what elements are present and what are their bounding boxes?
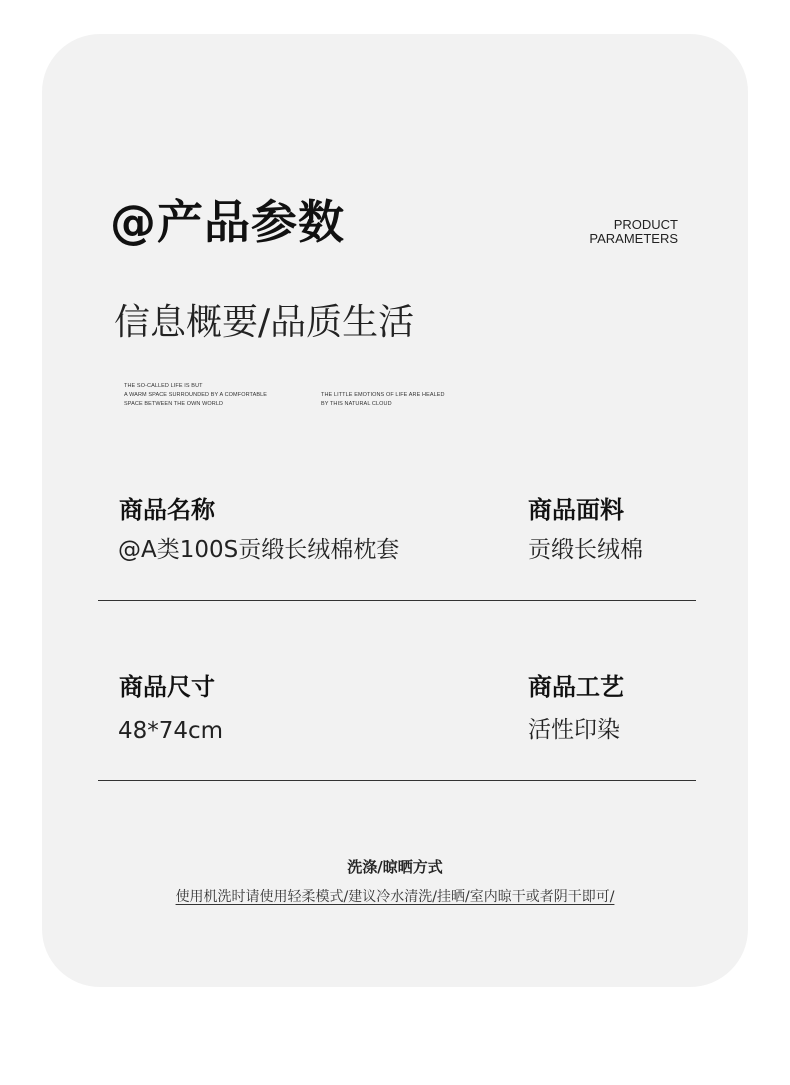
divider-2 [98,780,696,781]
product-size-label: 商品尺寸 [119,673,215,701]
page-title-english [589,218,678,246]
product-fabric-label: 商品面料 [528,496,624,524]
tagline-right-line-1: THE LITTLE EMOTIONS OF LIFE ARE HEALED [321,392,445,398]
page-title: @产品参数 [110,195,345,249]
tagline-right [321,391,445,409]
tagline-left-line-3: SPACE BETWEEN THE OWN WORLD [124,401,224,407]
product-size-value: 48*74cm [118,718,224,744]
tagline-left [124,382,267,409]
product-fabric-value: 贡缎长绒棉 [528,537,643,563]
title-en-line-2: PARAMETERS [589,231,678,246]
title-en-line-1: PRODUCT [613,217,678,232]
product-name-value: @A类100S贡缎长绒棉枕套 [118,537,400,563]
product-name-label: 商品名称 [119,496,215,524]
wash-description-text: 使用机洗时请使用轻柔模式/建议冷水清洗/挂晒/室内晾干或者阴干即可/ [175,889,615,905]
wash-title: 洗涤/晾晒方式 [347,858,443,876]
product-craft-label: 商品工艺 [528,673,624,701]
wash-description [0,887,790,907]
tagline-left-line-2: A WARM SPACE SURROUNDED BY A COMFORTABLE [124,392,268,398]
tagline-left-line-1: THE SO-CALLED LIFE IS BUT [124,383,203,389]
tagline-right-line-2: BY THIS NATURAL CLOUD [321,401,392,407]
product-craft-value: 活性印染 [528,717,620,743]
divider-1 [98,600,696,601]
page-subtitle: 信息概要/品质生活 [114,302,415,343]
